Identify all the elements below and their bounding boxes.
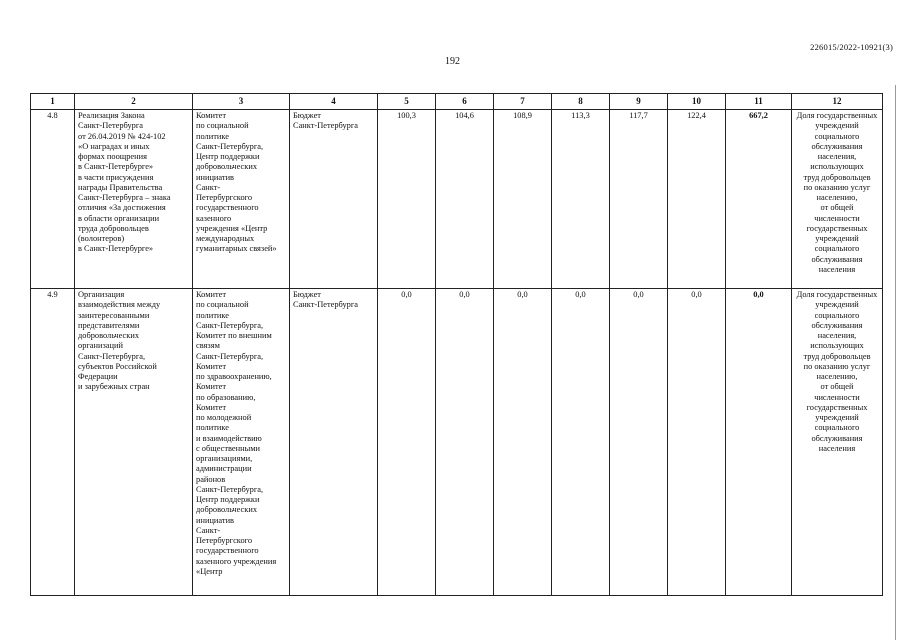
col-header-4: 4 bbox=[290, 94, 378, 110]
col-header-5: 5 bbox=[378, 94, 436, 110]
col-header-3: 3 bbox=[193, 94, 290, 110]
value-cell: 0,0 bbox=[610, 289, 668, 596]
activity-name: Организация взаимодействия между заинтересованными представителями добровольческих организаций Санкт-Петербурга, субъектов Российской Федерации и зарубежных стран bbox=[75, 289, 193, 596]
col-header-7: 7 bbox=[494, 94, 552, 110]
activity-name: Реализация Закона Санкт-Петербурга от 26.04.2019 № 424-102 «О наградах и иных формах поощрения в Санкт-Петербурге» в части присуждения награды Правительства Санкт-Петербурга – знака отличия «За достижения в области организации труда добровольцев (волонтеров) в Санкт-Петербурге» bbox=[75, 110, 193, 289]
value-cell: 0,0 bbox=[668, 289, 726, 596]
value-cell: 0,0 bbox=[378, 289, 436, 596]
table-row bbox=[31, 110, 883, 289]
row-number: 4.8 bbox=[31, 110, 75, 289]
program-table bbox=[30, 93, 883, 596]
value-cell: 108,9 bbox=[494, 110, 552, 289]
value-cell: 113,3 bbox=[552, 110, 610, 289]
row-number: 4.9 bbox=[31, 289, 75, 596]
funding-source: Бюджет Санкт-Петербурга bbox=[290, 110, 378, 289]
column-number-row bbox=[31, 94, 883, 110]
col-header-12: 12 bbox=[792, 94, 883, 110]
value-cell: 104,6 bbox=[436, 110, 494, 289]
col-header-6: 6 bbox=[436, 94, 494, 110]
value-cell: 122,4 bbox=[668, 110, 726, 289]
col-header-10: 10 bbox=[668, 94, 726, 110]
page-number: 192 bbox=[445, 56, 460, 67]
scan-edge-line bbox=[895, 85, 896, 640]
total-value-cell: 667,2 bbox=[726, 110, 792, 289]
funding-source: Бюджет Санкт-Петербурга bbox=[290, 289, 378, 596]
col-header-2: 2 bbox=[75, 94, 193, 110]
indicator: Доля государственных учреждений социального обслуживания населения, использующих труд добровольцев по оказанию услуг населению, от общей численности государственных учреждений социального обслуживания населения bbox=[792, 289, 883, 596]
executor: Комитет по социальной политике Санкт-Петербурга, Центр поддержки добровольческих инициатив Санкт- Петербургского государственного казенного учреждения «Центр международных гуманитарных связей» bbox=[193, 110, 290, 289]
value-cell: 0,0 bbox=[552, 289, 610, 596]
value-cell: 0,0 bbox=[436, 289, 494, 596]
indicator: Доля государственных учреждений социального обслуживания населения, использующих труд добровольцев по оказанию услуг населению, от общей численности государственных учреждений социального обслуживания населения bbox=[792, 110, 883, 289]
col-header-11: 11 bbox=[726, 94, 792, 110]
col-header-1: 1 bbox=[31, 94, 75, 110]
document-id: 226015/2022-10921(3) bbox=[810, 42, 893, 52]
col-header-9: 9 bbox=[610, 94, 668, 110]
total-value-cell: 0,0 bbox=[726, 289, 792, 596]
value-cell: 100,3 bbox=[378, 110, 436, 289]
value-cell: 117,7 bbox=[610, 110, 668, 289]
table-row bbox=[31, 289, 883, 596]
value-cell: 0,0 bbox=[494, 289, 552, 596]
col-header-8: 8 bbox=[552, 94, 610, 110]
executor: Комитет по социальной политике Санкт-Петербурга, Комитет по внешним связям Санкт-Петербурга, Комитет по здравоохранению, Комитет по образованию, Комитет по молодежной политике и взаимодействию с общественными организациями, администрации районов Санкт-Петербурга, Центр поддержки добровольческих инициатив Санкт- Петербургского государственного казенного учреждения «Центр bbox=[193, 289, 290, 596]
